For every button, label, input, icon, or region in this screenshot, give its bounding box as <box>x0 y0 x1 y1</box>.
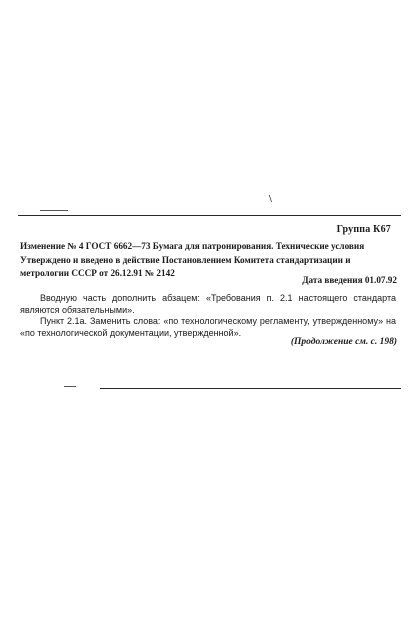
amendment-body <box>20 293 396 339</box>
top-divider <box>18 215 401 216</box>
bottom-divider <box>100 388 401 389</box>
bottom-left-dash <box>64 386 76 387</box>
effective-date: Дата введения 01.07.92 <box>302 275 397 285</box>
scan-mark: \ <box>269 194 272 205</box>
header-line-3: метрологии СССР от 26.12.91 № 2142 <box>20 268 175 278</box>
top-left-dash <box>40 210 68 211</box>
paragraph-2-1a: Пункт 2.1а. Заменить слова: «по технологическому регламенту, утвержденному» на «по технологической документации, утвержденной». <box>20 316 396 338</box>
paragraph-intro: Вводную часть дополнить абзацем: «Требования п. 2.1 настоящего стандарта являются обязательными». <box>20 293 396 315</box>
header-line-1: Изменение № 4 ГОСТ 6662—73 Бумага для патронирования. Технические условия <box>20 241 365 251</box>
header-line-2: Утверждено и введено в действие Постановлением Комитета стандартизации и <box>20 254 351 265</box>
continuation-note: (Продолжение см. с. 198) <box>290 337 397 347</box>
group-code: Группа К67 <box>336 224 391 235</box>
